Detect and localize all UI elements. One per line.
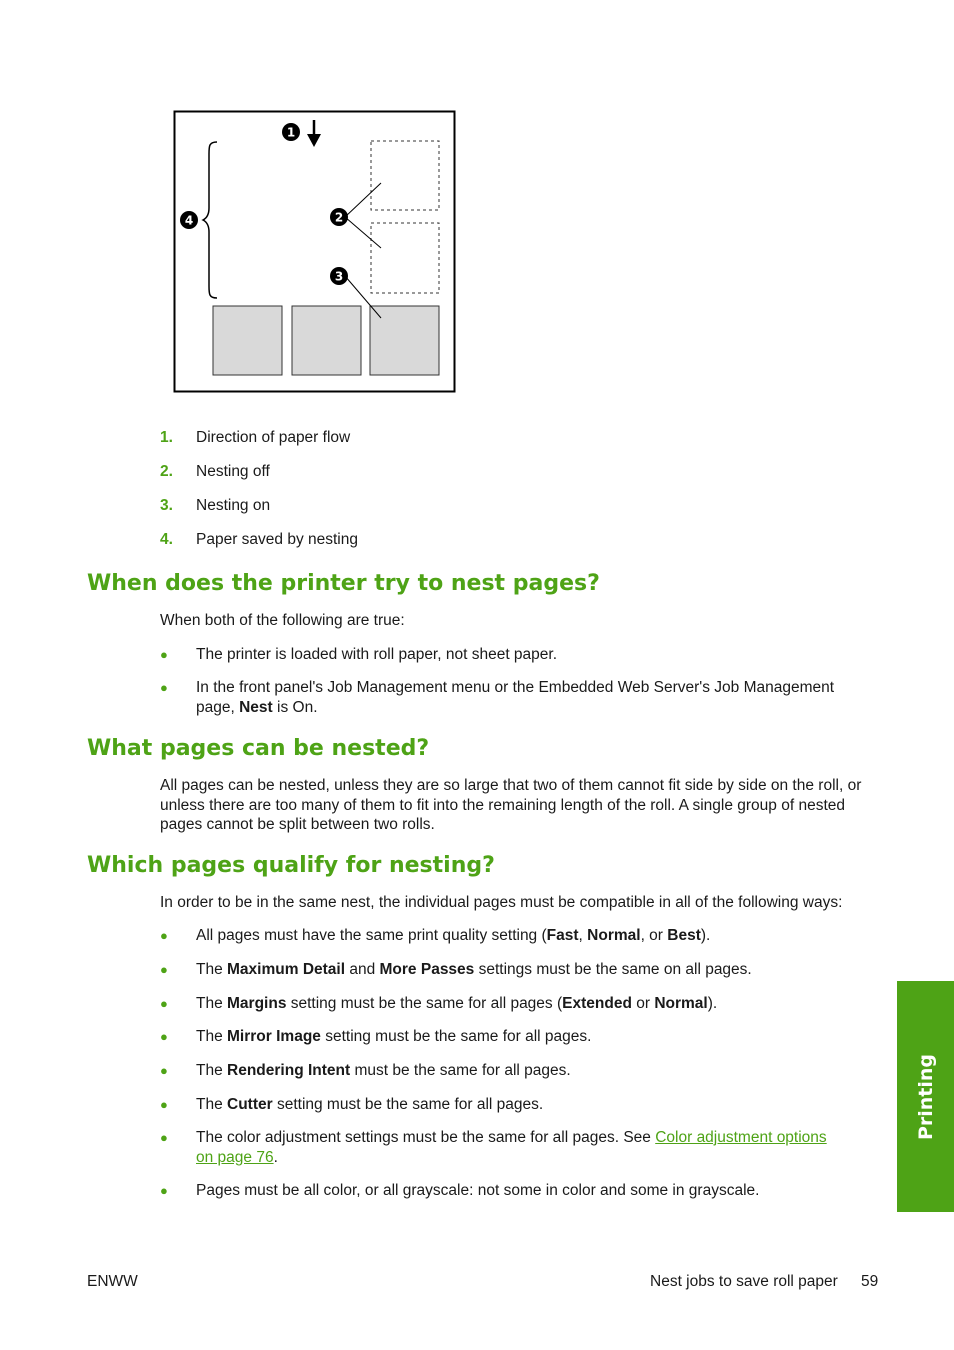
- chapter-tab-label: Printing: [914, 1053, 937, 1140]
- bullet-icon: ●: [160, 962, 168, 977]
- section-body: All pages can be nested, unless they are so large that two of them cannot fit side by side on the roll, or unless there are too many of them to fit into the remaining length of the roll. A single group of nested pages cannot be split between two rolls.: [160, 777, 862, 833]
- bullet-icon: ●: [160, 996, 168, 1011]
- bullet-item: ● In the front panel's Job Management menu or the Embedded Web Server's Job Management page, Nest is On.: [160, 679, 835, 716]
- bullet-item: ● The Cutter setting must be the same for all pages.: [160, 1096, 544, 1113]
- nested-page: [370, 306, 439, 375]
- bullet-icon: ●: [160, 1130, 168, 1145]
- svg-text:2: 2: [334, 210, 344, 225]
- section-intro: When both of the following are true:: [160, 612, 405, 629]
- callout-1: [282, 123, 300, 141]
- bullet-item: ● The Mirror Image setting must be the same for all pages.: [160, 1028, 592, 1045]
- bullet-icon: ●: [160, 928, 168, 943]
- svg-text:4: 4: [184, 213, 194, 228]
- bullet-item: ● The Maximum Detail and More Passes settings must be the same on all pages.: [160, 961, 752, 978]
- bullet-item: ● The color adjustment settings must be the same for all pages. See Color adjustment options on page 76.: [160, 1129, 827, 1166]
- legend-item: 3. Nesting on: [160, 497, 271, 514]
- color-adjustment-link[interactable]: Color adjustment options on page 76: [196, 1129, 827, 1166]
- bullet-item: ● The Margins setting must be the same for all pages (Extended or Normal).: [160, 995, 718, 1012]
- legend-item: 4. Paper saved by nesting: [160, 531, 358, 548]
- footer-title: Nest jobs to save roll paper: [650, 1273, 838, 1290]
- bullet-icon: ●: [160, 680, 168, 695]
- bullet-item: ● The Rendering Intent must be the same for all pages.: [160, 1062, 571, 1079]
- svg-text:3: 3: [334, 269, 344, 284]
- bullet-icon: ●: [160, 647, 168, 662]
- legend-item: 1. Direction of paper flow: [160, 429, 351, 446]
- bullet-item: ● All pages must have the same print quality setting (Fast, Normal, or Best).: [160, 927, 711, 944]
- footer-left: ENWW: [87, 1273, 138, 1290]
- bullet-icon: ●: [160, 1063, 168, 1078]
- callout-2: [330, 208, 348, 226]
- section-intro: In order to be in the same nest, the individual pages must be compatible in all of the following ways:: [160, 894, 843, 911]
- callout-3: [330, 267, 348, 285]
- bullet-icon: ●: [160, 1183, 168, 1198]
- page-number: 59: [861, 1273, 879, 1290]
- svg-text:1: 1: [286, 125, 296, 140]
- nested-page: [213, 306, 282, 375]
- bullet-icon: ●: [160, 1097, 168, 1112]
- section-heading: When does the printer try to nest pages?: [87, 571, 600, 596]
- section-heading: Which pages qualify for nesting?: [87, 853, 495, 878]
- nested-page: [292, 306, 361, 375]
- chapter-tab: [897, 981, 954, 1212]
- legend-item: 2. Nesting off: [160, 463, 270, 480]
- bullet-item: ● Pages must be all color, or all grayscale: not some in color and some in grayscale.: [160, 1182, 760, 1199]
- section-heading: What pages can be nested?: [87, 736, 430, 761]
- callout-4: [180, 211, 198, 229]
- nesting-diagram: [173, 110, 456, 393]
- bullet-icon: ●: [160, 1029, 168, 1044]
- bullet-item: ● The printer is loaded with roll paper, not sheet paper.: [160, 646, 558, 663]
- figure-legend: [160, 428, 358, 564]
